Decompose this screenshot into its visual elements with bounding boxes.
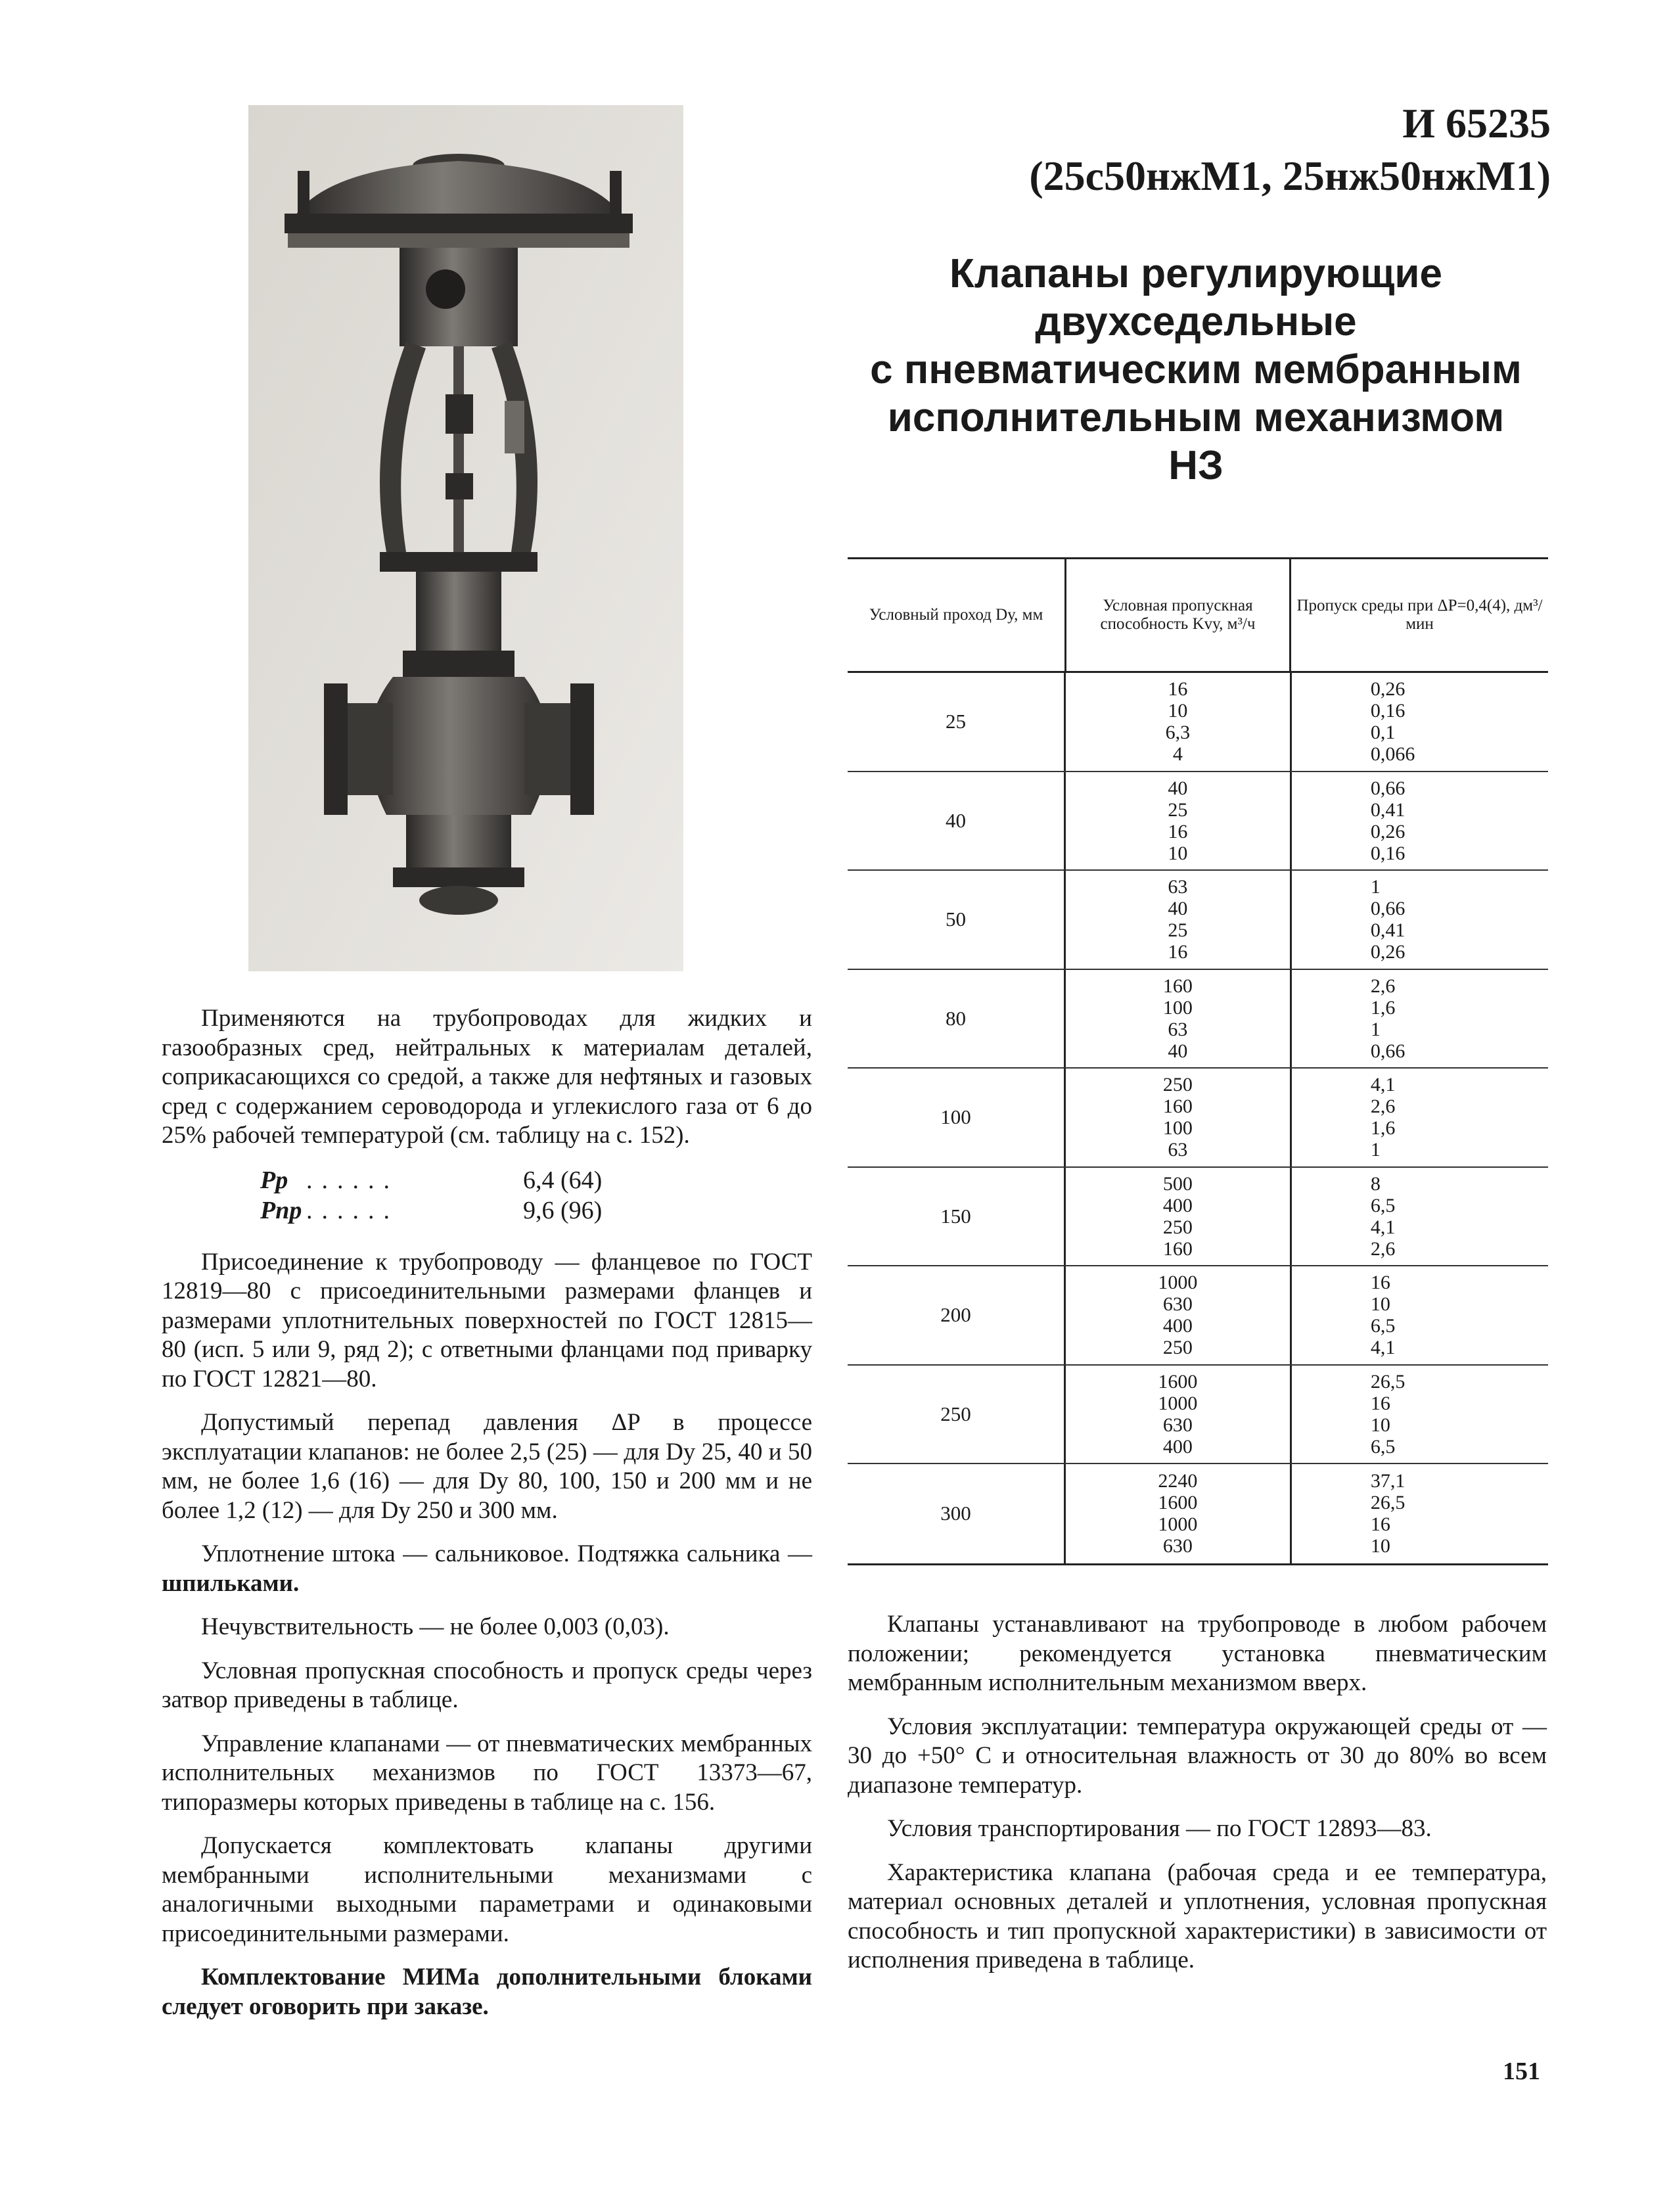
document-code [1029,97,1551,202]
seal-emphasis: шпильками. [162,1569,300,1597]
kv-value: 1600 [1158,1492,1198,1514]
table-header [848,559,1548,673]
page-number: 151 [1503,2058,1540,2085]
working-pressure-value: 6,4 (64) [523,1166,603,1194]
pressure-drop-paragraph: Допустимый перепад давления ΔP в процессе эксплуатации клапанов: не более 2,5 (25) — для Dу 25, 40 и 50 мм, не более 1,6 (16) — для Dу 80, 100, 150 и 200 мм и не более 1,2 (12) — для Dу 250 и 300 мм. [162,1409,812,1524]
right-column-text [848,1610,1547,1990]
kv-value: 160 [1162,1095,1193,1118]
kv-value: 25 [1168,798,1188,821]
cell-leakage-values [1290,1266,1548,1364]
table-row [848,871,1548,970]
leader-dots: ...... [306,1166,399,1194]
title-line: НЗ [1168,443,1223,488]
kv-value: 16 [1168,941,1188,963]
cell-kv-values [1064,673,1290,771]
table-row [848,970,1548,1069]
capacity-table [848,557,1548,1565]
connection-paragraph: Присоединение к трубопроводу — фланцевое по ГОСТ 12819—80 с присоединительными размерами фланцев и размерами уплотнительных поверхностей по ГОСТ 12815—80 (исп. 5 или 9, ряд 2); с ответными фланцами под приварку по ГОСТ 12821—80. [162,1248,812,1393]
leakage-value: 0,066 [1370,743,1415,766]
kv-value: 1600 [1158,1370,1198,1393]
kv-value: 100 [1162,1117,1193,1140]
leakage-value: 26,5 [1370,1492,1406,1514]
kv-value: 400 [1162,1315,1193,1337]
table-row [848,1464,1548,1563]
seal-paragraph [162,1540,812,1598]
table-row [848,1366,1548,1465]
table-row [848,772,1548,871]
kv-value: 160 [1162,975,1193,997]
kv-value: 1000 [1158,1513,1198,1536]
leakage-value: 16 [1370,1392,1390,1414]
left-column-text [162,1004,812,2036]
kv-value: 63 [1168,1018,1188,1040]
kv-value: 16 [1168,820,1188,842]
cell-kv-values [1064,1069,1290,1166]
leakage-value: 6,5 [1370,1435,1396,1458]
cell-kv-values [1064,1366,1290,1463]
table-row [848,1069,1548,1168]
kv-value: 1000 [1158,1272,1198,1294]
cell-nominal-bore: 50 [945,908,966,931]
kv-value: 500 [1162,1172,1193,1195]
leakage-value: 0,66 [1370,898,1406,920]
kv-value: 10 [1168,842,1188,864]
kv-value: 1000 [1158,1392,1198,1414]
leakage-value: 1 [1370,1139,1381,1161]
leakage-value: 37,1 [1370,1470,1406,1492]
leakage-value: 0,66 [1370,777,1406,799]
kv-value: 63 [1168,876,1188,898]
working-pressure-row [260,1165,812,1195]
allowed-paragraph: Допускается комплектовать клапаны другими мембранными исполнительными механизмами с аналогичными выходными параметрами и одинаковыми присоединительными размерами. [162,1832,812,1947]
leakage-value: 0,26 [1370,941,1406,963]
table-row [848,1168,1548,1267]
kv-value: 10 [1168,700,1188,722]
cell-kv-values [1064,970,1290,1068]
cell-nominal-bore: 100 [940,1105,971,1129]
kv-value: 250 [1162,1074,1193,1096]
order-paragraph: Комплектование МИМа дополнительными блоками следует оговорить при заказе. [162,1964,812,2020]
title-line: с пневматическим мембранным [870,347,1522,392]
leakage-value: 2,6 [1370,1237,1396,1260]
leakage-value: 16 [1370,1272,1390,1294]
title-line: Клапаны регулирующие [949,251,1442,296]
leakage-value: 10 [1370,1414,1390,1436]
header-kv: Условная пропускная способность Kvу, м³/ч [1064,559,1289,671]
leakage-value: 0,41 [1370,919,1406,942]
table-row [848,1266,1548,1366]
kv-value: 630 [1162,1293,1193,1316]
install-paragraph: Клапаны устанавливают на трубопроводе в любом рабочем положении; рекомендуется установка пневматическим мембранным исполнительным механизмом вверх. [848,1611,1547,1696]
cell-leakage-values [1290,1069,1548,1166]
kv-value: 40 [1168,1040,1188,1062]
table-body [848,673,1548,1563]
test-pressure-row [260,1195,812,1226]
seal-text: Уплотнение штока — сальниковое. Подтяжка сальника — [201,1540,812,1567]
cell-kv-values [1064,1168,1290,1266]
kv-value: 630 [1162,1414,1193,1436]
transport-paragraph: Условия транспортирования — по ГОСТ 12893—83. [887,1815,1432,1842]
operation-paragraph: Условия эксплуатации: температура окружающей среды от —30 до +50° C и относительная влажность от 30 до 80% во всем диапазоне температур. [848,1713,1547,1799]
leakage-value: 6,5 [1370,1194,1396,1216]
header-nominal-bore: Условный проход Dу, мм [869,606,1043,624]
leakage-value: 0,16 [1370,842,1406,864]
cell-leakage-values [1290,1366,1548,1463]
leakage-value: 16 [1370,1513,1390,1536]
leakage-value: 0,41 [1370,798,1406,821]
leakage-value: 1,6 [1370,996,1396,1019]
leakage-value: 4,1 [1370,1074,1396,1096]
header-leakage: Пропуск среды при ΔP=0,4(4), дм³/мин [1289,559,1548,671]
capacity-paragraph: Условная пропускная способность и пропуск среды через затвор приведены в таблице. [162,1657,812,1713]
kv-value: 630 [1162,1535,1193,1557]
pressure-block [162,1165,812,1226]
control-paragraph: Управление клапанами — от пневматических мембранных исполнительных механизмов по ГОСТ 13373—67, типоразмеры которых приведены в таблице на с. 156. [162,1730,812,1816]
cell-kv-values [1064,871,1290,969]
document-title [841,250,1551,490]
kv-value: 25 [1168,919,1188,942]
leakage-value: 0,66 [1370,1040,1406,1062]
cell-nominal-bore: 200 [940,1303,971,1327]
leader-dots: ...... [306,1196,399,1224]
kv-value: 250 [1162,1337,1193,1359]
cell-leakage-values [1290,1464,1548,1563]
kv-value: 100 [1162,996,1193,1019]
cell-nominal-bore: 25 [945,710,966,733]
cell-nominal-bore: 300 [940,1502,971,1525]
leakage-value: 1 [1370,1018,1381,1040]
valve-photo [248,105,683,971]
table-row [848,673,1548,772]
leakage-value: 0,26 [1370,820,1406,842]
cell-nominal-bore: 40 [945,808,966,832]
test-pressure-value: 9,6 (96) [523,1196,603,1224]
title-line: двухседельные [1035,299,1357,344]
leakage-value: 1 [1370,876,1381,898]
working-pressure-symbol: Pр [260,1166,288,1194]
kv-value: 250 [1162,1216,1193,1238]
cell-kv-values [1064,772,1290,870]
cell-kv-values [1064,1266,1290,1364]
leakage-value: 0,26 [1370,678,1406,701]
leakage-value: 6,5 [1370,1315,1396,1337]
cell-kv-values [1064,1464,1290,1563]
characteristic-paragraph: Характеристика клапана (рабочая среда и ее температура, материал основных деталей и уплотнения, условная пропускная способность и тип пропускной характеристики) в зависимости от исполнения приведена в таблице. [848,1858,1547,1973]
kv-value: 63 [1168,1139,1188,1161]
cell-nominal-bore: 80 [945,1006,966,1030]
test-pressure-symbol: Pпр [260,1196,302,1224]
kv-value: 40 [1168,898,1188,920]
title-line: исполнительным механизмом [887,395,1505,440]
kv-value: 160 [1162,1237,1193,1260]
leakage-value: 2,6 [1370,1095,1396,1118]
leakage-value: 26,5 [1370,1370,1406,1393]
cell-leakage-values [1290,871,1548,969]
kv-value: 40 [1168,777,1188,799]
leakage-value: 10 [1370,1535,1390,1557]
model-designations: (25с50нжМ1, 25нж50нжМ1) [1029,152,1551,199]
kv-value: 16 [1168,678,1188,701]
insensitivity-paragraph: Нечувствительность — не более 0,003 (0,03). [201,1613,670,1640]
cell-leakage-values [1290,1168,1548,1266]
catalog-number: И 65235 [1402,100,1551,147]
kv-value: 400 [1162,1194,1193,1216]
intro-paragraph: Применяются на трубопроводах для жидких и газообразных сред, нейтральных к материалам деталей, соприкасающихся со средой, а также для нефтяных и газовых сред с содержанием сероводорода и углекислого газа от 6 до 25% рабочей температурой (см. таблицу на с. 152). [162,1005,812,1149]
leakage-value: 0,16 [1370,700,1406,722]
kv-value: 4 [1172,743,1183,766]
leakage-value: 1,6 [1370,1117,1396,1140]
cell-leakage-values [1290,673,1548,771]
leakage-value: 4,1 [1370,1337,1396,1359]
cell-nominal-bore: 250 [940,1402,971,1425]
valve-illustration-icon [248,105,683,971]
leakage-value: 10 [1370,1293,1390,1316]
kv-value: 6,3 [1165,722,1191,744]
leakage-value: 8 [1370,1172,1381,1195]
leakage-value: 0,1 [1370,722,1396,744]
leakage-value: 2,6 [1370,975,1396,997]
kv-value: 2240 [1158,1470,1198,1492]
cell-leakage-values [1290,970,1548,1068]
cell-leakage-values [1290,772,1548,870]
kv-value: 400 [1162,1435,1193,1458]
leakage-value: 4,1 [1370,1216,1396,1238]
cell-nominal-bore: 150 [940,1204,971,1228]
